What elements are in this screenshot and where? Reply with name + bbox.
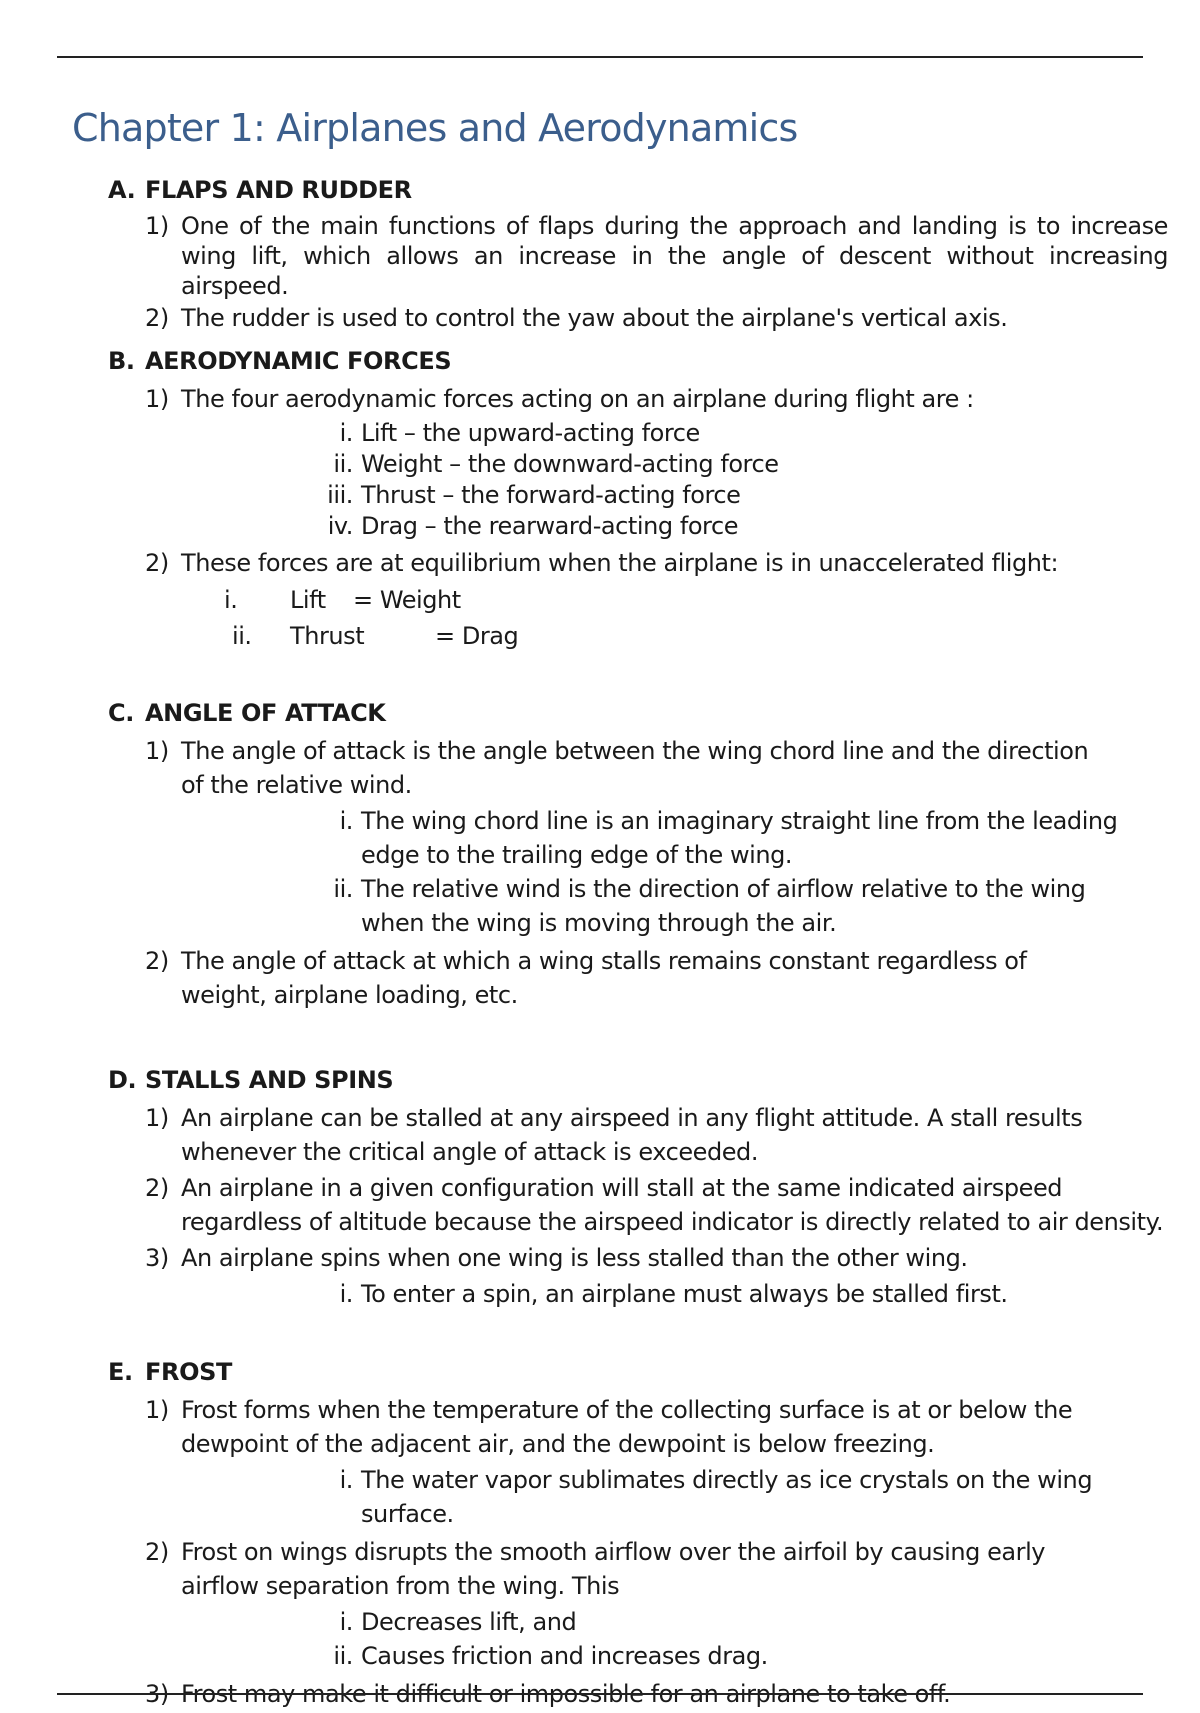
sub-item-numeral: iii. bbox=[327, 481, 353, 509]
section-letter: D. bbox=[108, 1066, 137, 1094]
item-list bbox=[108, 734, 1168, 802]
section-frost bbox=[108, 1357, 1168, 1713]
sub-item-numeral: i. bbox=[339, 1466, 353, 1494]
item-list bbox=[108, 546, 1168, 580]
item-list bbox=[108, 382, 1168, 416]
item-list bbox=[108, 1393, 1168, 1461]
chapter-title: Chapter 1: Airplanes and Aerodynamics bbox=[72, 106, 798, 150]
section-title: ANGLE OF ATTACK bbox=[145, 699, 386, 727]
section-flaps-and-rudder bbox=[108, 175, 1168, 335]
sub-list bbox=[253, 804, 1133, 940]
item-number: 1) bbox=[145, 737, 169, 765]
section-letter: A. bbox=[108, 176, 136, 204]
sub-item-text: Thrust – the forward-acting force bbox=[361, 481, 741, 509]
item-list bbox=[108, 944, 1168, 1012]
list-item bbox=[108, 1393, 1168, 1461]
item-number: 2) bbox=[145, 304, 169, 332]
item-number: 2) bbox=[145, 1174, 169, 1202]
equation-row bbox=[108, 582, 1168, 618]
sub-list-item bbox=[253, 449, 1168, 480]
list-item bbox=[108, 303, 1168, 333]
section-heading bbox=[108, 698, 1168, 728]
list-item bbox=[108, 211, 1168, 301]
equation-left: Thrust bbox=[290, 622, 365, 650]
item-text: The angle of attack is the angle between the wing chord line and the direction of the relative wind. bbox=[181, 737, 1089, 799]
equation-row bbox=[108, 618, 1168, 654]
equation-left: Lift bbox=[290, 586, 326, 614]
sub-item-numeral: i. bbox=[339, 1608, 353, 1636]
section-stalls-and-spins bbox=[108, 1065, 1168, 1315]
equation-numeral: i. bbox=[224, 586, 238, 614]
sub-item-text: Causes friction and increases drag. bbox=[361, 1642, 768, 1670]
item-text: Frost may make it difficult or impossible for an airplane to take off. bbox=[181, 1680, 951, 1708]
section-heading bbox=[108, 346, 1168, 376]
item-number: 1) bbox=[145, 212, 169, 240]
section-aerodynamic-forces bbox=[108, 346, 1168, 654]
sub-list-item bbox=[253, 1463, 1168, 1531]
bottom-rule bbox=[57, 1693, 1143, 1695]
sub-list-item bbox=[253, 1277, 1168, 1311]
list-item bbox=[108, 1101, 1168, 1169]
sub-list-item bbox=[253, 511, 1168, 542]
item-text: The angle of attack at which a wing stalls remains constant regardless of weight, airplane loading, etc. bbox=[181, 947, 1027, 1009]
item-number: 1) bbox=[145, 1104, 169, 1132]
section-letter: B. bbox=[108, 347, 135, 375]
item-number: 2) bbox=[145, 549, 169, 577]
list-item bbox=[108, 546, 1168, 580]
sub-list-item bbox=[253, 804, 1133, 872]
list-item bbox=[108, 1241, 1168, 1275]
sub-item-numeral: ii. bbox=[333, 875, 353, 903]
sub-item-text: Decreases lift, and bbox=[361, 1608, 577, 1636]
sub-list-item bbox=[253, 872, 1133, 940]
equation-right: = Drag bbox=[435, 622, 519, 650]
item-text: An airplane spins when one wing is less stalled than the other wing. bbox=[181, 1244, 968, 1272]
list-item bbox=[108, 734, 1168, 802]
sub-item-text: Lift – the upward-acting force bbox=[361, 419, 700, 447]
sub-list bbox=[253, 1605, 1168, 1673]
section-angle-of-attack bbox=[108, 698, 1168, 1014]
item-text: The four aerodynamic forces acting on an airplane during flight are : bbox=[181, 385, 974, 413]
item-text: An airplane can be stalled at any airspeed in any flight attitude. A stall results whenever the critical angle of attack is exceeded. bbox=[181, 1104, 1083, 1166]
sub-item-text: The wing chord line is an imaginary straight line from the leading edge to the trailing edge of the wing. bbox=[361, 807, 1118, 869]
list-item bbox=[108, 944, 1168, 1012]
sub-list-item bbox=[253, 418, 1168, 449]
sub-list bbox=[253, 1277, 1168, 1311]
sub-item-numeral: i. bbox=[339, 419, 353, 447]
sub-item-text: To enter a spin, an airplane must always be stalled first. bbox=[361, 1280, 1008, 1308]
sub-item-numeral: ii. bbox=[333, 1642, 353, 1670]
section-letter: C. bbox=[108, 699, 134, 727]
sub-list-item bbox=[253, 1639, 1168, 1673]
section-title: FROST bbox=[145, 1358, 232, 1386]
section-heading bbox=[108, 1065, 1168, 1095]
item-number: 1) bbox=[145, 1396, 169, 1424]
sub-item-text: The relative wind is the direction of airflow relative to the wing when the wing is moving through the air. bbox=[361, 875, 1086, 937]
list-item bbox=[108, 1171, 1168, 1239]
item-list bbox=[108, 1535, 1168, 1603]
sub-list bbox=[253, 418, 1168, 542]
sub-item-numeral: ii. bbox=[333, 450, 353, 478]
item-number: 2) bbox=[145, 947, 169, 975]
sub-item-numeral: iv. bbox=[327, 512, 353, 540]
item-text: An airplane in a given configuration will stall at the same indicated airspeed regardless of altitude because the airspeed indicator is directly related to air density. bbox=[181, 1174, 1164, 1236]
item-number: 3) bbox=[145, 1680, 169, 1708]
sub-item-text: The water vapor sublimates directly as ice crystals on the wing surface. bbox=[361, 1466, 1093, 1528]
equation-right: = Weight bbox=[353, 586, 461, 614]
item-text: Frost on wings disrupts the smooth airflow over the airfoil by causing early airflow separation from the wing. This bbox=[181, 1538, 1046, 1600]
section-title: AERODYNAMIC FORCES bbox=[145, 347, 452, 375]
top-rule bbox=[57, 56, 1143, 58]
item-text: Frost forms when the temperature of the collecting surface is at or below the dewpoint of the adjacent air, and the dewpoint is below freezing. bbox=[181, 1396, 1073, 1458]
item-text: These forces are at equilibrium when the airplane is in unaccelerated flight: bbox=[181, 549, 1059, 577]
item-list bbox=[108, 1101, 1168, 1275]
equation-numeral: ii. bbox=[232, 622, 252, 650]
sub-item-numeral: i. bbox=[339, 1280, 353, 1308]
item-list bbox=[108, 211, 1168, 333]
item-number: 3) bbox=[145, 1244, 169, 1272]
section-title: FLAPS AND RUDDER bbox=[145, 176, 412, 204]
sub-item-text: Drag – the rearward-acting force bbox=[361, 512, 739, 540]
sub-list bbox=[253, 1463, 1168, 1531]
list-item bbox=[108, 1535, 1168, 1603]
sub-item-text: Weight – the downward-acting force bbox=[361, 450, 779, 478]
sub-item-numeral: i. bbox=[339, 807, 353, 835]
sub-list-item bbox=[253, 1605, 1168, 1639]
item-text: One of the main functions of flaps during the approach and landing is to increase wing lift, which allows an increase in the angle of descent without increasing airspeed. bbox=[181, 212, 1168, 300]
item-number: 2) bbox=[145, 1538, 169, 1566]
section-letter: E. bbox=[108, 1358, 133, 1386]
item-text: The rudder is used to control the yaw about the airplane's vertical axis. bbox=[181, 304, 1008, 332]
section-heading bbox=[108, 1357, 1168, 1387]
list-item bbox=[108, 382, 1168, 416]
section-title: STALLS AND SPINS bbox=[145, 1066, 394, 1094]
item-number: 1) bbox=[145, 385, 169, 413]
sub-list-item bbox=[253, 480, 1168, 511]
section-heading bbox=[108, 175, 1168, 205]
